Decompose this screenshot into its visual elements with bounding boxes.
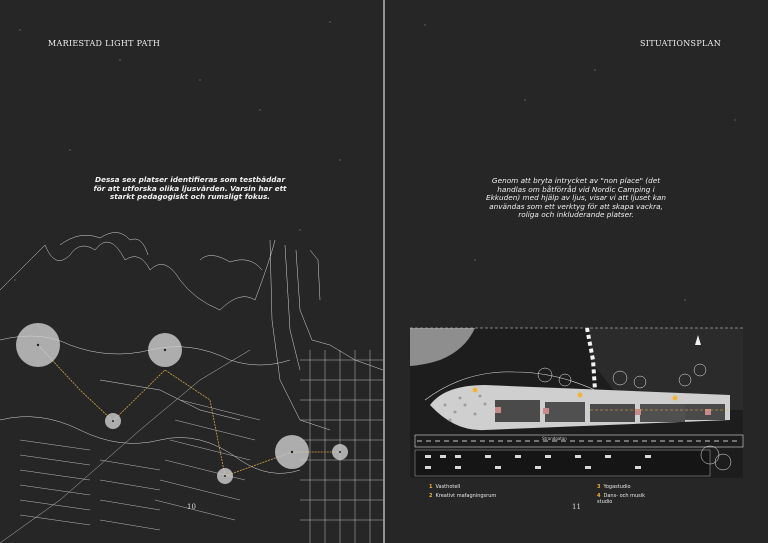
- page-header: SITUATIONSPLAN: [639, 39, 721, 48]
- legend-item: 4 Dans- och musik studio: [597, 493, 646, 505]
- legend-col-2: [597, 484, 647, 505]
- legend-item: 1 Vasthotell: [429, 484, 461, 490]
- left-page: [0, 0, 383, 543]
- intro-text: Dessa sex platser identifieras som testbäddar för att utforska olika ljusvärden. Varsin har ett starkt pedagogiskt och rumsligt fokus.: [93, 175, 287, 202]
- intro-text: Genom att bryta intrycket av "non place" (det handlas om båtförråd vid Nordic Camping i Ekkuden) med hjälp av ljus, visar vi att ljuset kan användas som ett verktyg för att skapa vackra, roliga och inkluderande platser.: [485, 176, 667, 220]
- right-page: [385, 0, 768, 543]
- legend-col-1: [429, 484, 496, 499]
- star-dots: [14, 21, 340, 280]
- site-map: [0, 0, 383, 543]
- page-header: MARIESTAD LIGHT PATH: [48, 39, 161, 48]
- page-number: 10: [187, 503, 196, 511]
- legend-item: 2 Kreativt mafagningsrum: [429, 493, 497, 499]
- test-site-circles: [16, 323, 348, 484]
- page-number: 11: [572, 503, 581, 511]
- site-plan: [385, 0, 768, 543]
- parking-area: [415, 450, 710, 476]
- street-grid: [0, 350, 383, 543]
- star-dots: [424, 24, 735, 300]
- legend-item: 3 Yogastudio: [597, 484, 631, 490]
- road-label: Strandgatan: [542, 436, 567, 441]
